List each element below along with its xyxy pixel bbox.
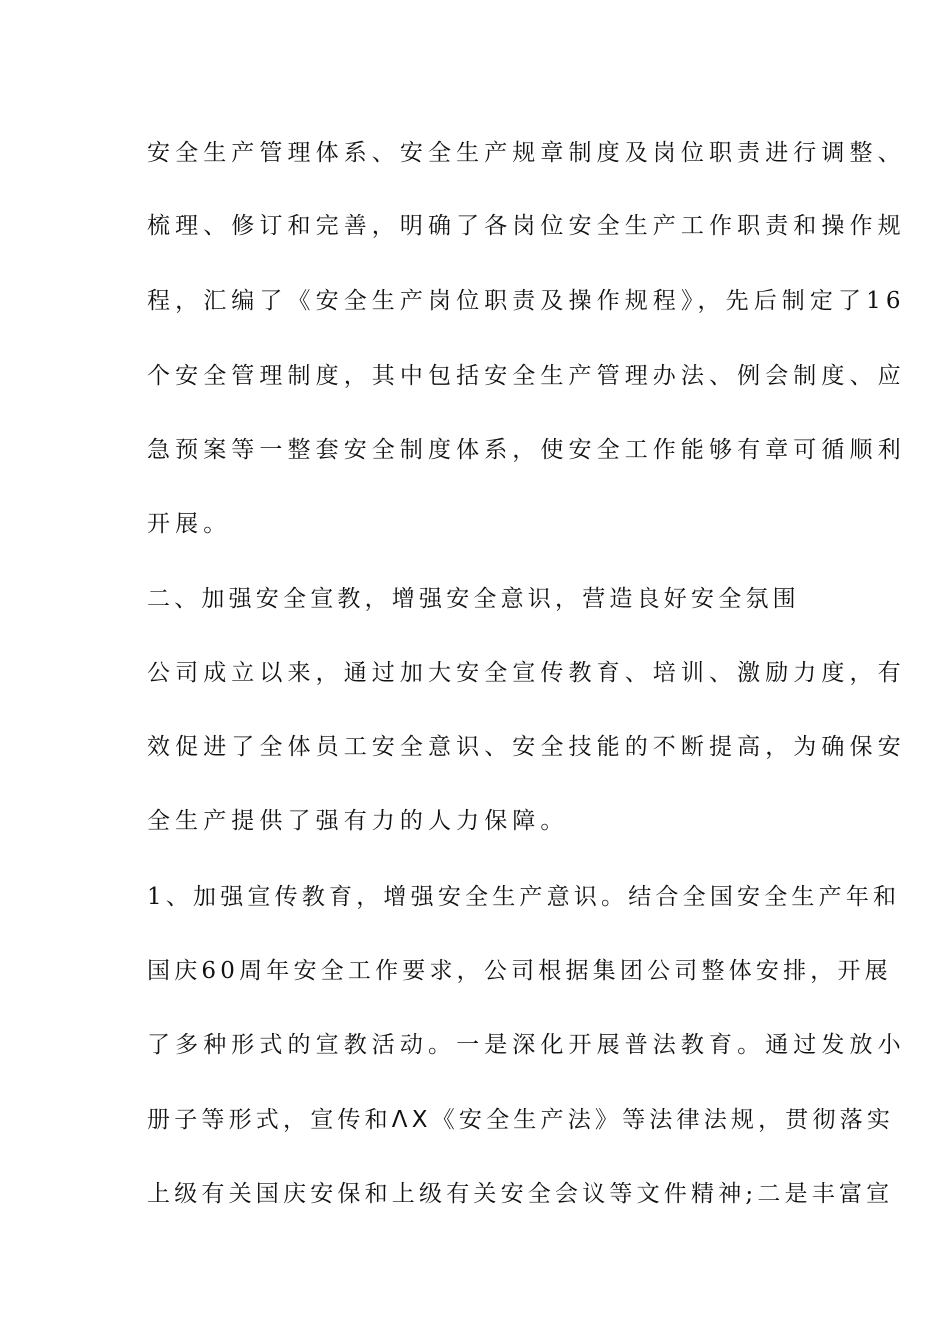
text-line: 程，汇编了《安全生产岗位职责及操作规程》，先后制定了16 (147, 288, 906, 314)
text-line: 1、加强宣传教育，增强安全生产意识。结合全国安全生产年和 (147, 884, 901, 910)
text-line: 安全生产管理体系、安全生产规章制度及岗位职责进行调整、 (147, 140, 906, 166)
text-line: 开展。 (147, 511, 232, 537)
section-heading: 二、加强安全宣教，增强安全意识，营造良好安全氛围 (147, 586, 800, 612)
text-line: 梳理、修订和完善，明确了各岗位安全生产工作职责和操作规 (147, 213, 906, 239)
text-line: 效促进了全体员工安全意识、安全技能的不断提高，为确保安 (147, 734, 906, 760)
text-line: 上级有关国庆安保和上级有关安全会议等文件精神;二是丰富宣 (147, 1181, 894, 1207)
text-line: 急预案等一整套安全制度体系，使安全工作能够有章可循顺利 (147, 437, 906, 463)
text-line: 公司成立以来，通过加大安全宣传教育、培训、激励力度，有 (147, 660, 906, 686)
text-line: 全生产提供了强有力的人力保障。 (147, 808, 569, 834)
text-line: 了多种形式的宣教活动。一是深化开展普法教育。通过发放小 (147, 1032, 906, 1058)
text-line: 个安全管理制度，其中包括安全生产管理办法、例会制度、应 (147, 363, 906, 389)
text-line: 册子等形式，宣传和ꓥꓫ《安全生产法》等法律法规，贯彻落实 (147, 1107, 895, 1133)
text-line: 国庆60周年安全工作要求，公司根据集团公司整体安排，开展 (147, 958, 892, 984)
